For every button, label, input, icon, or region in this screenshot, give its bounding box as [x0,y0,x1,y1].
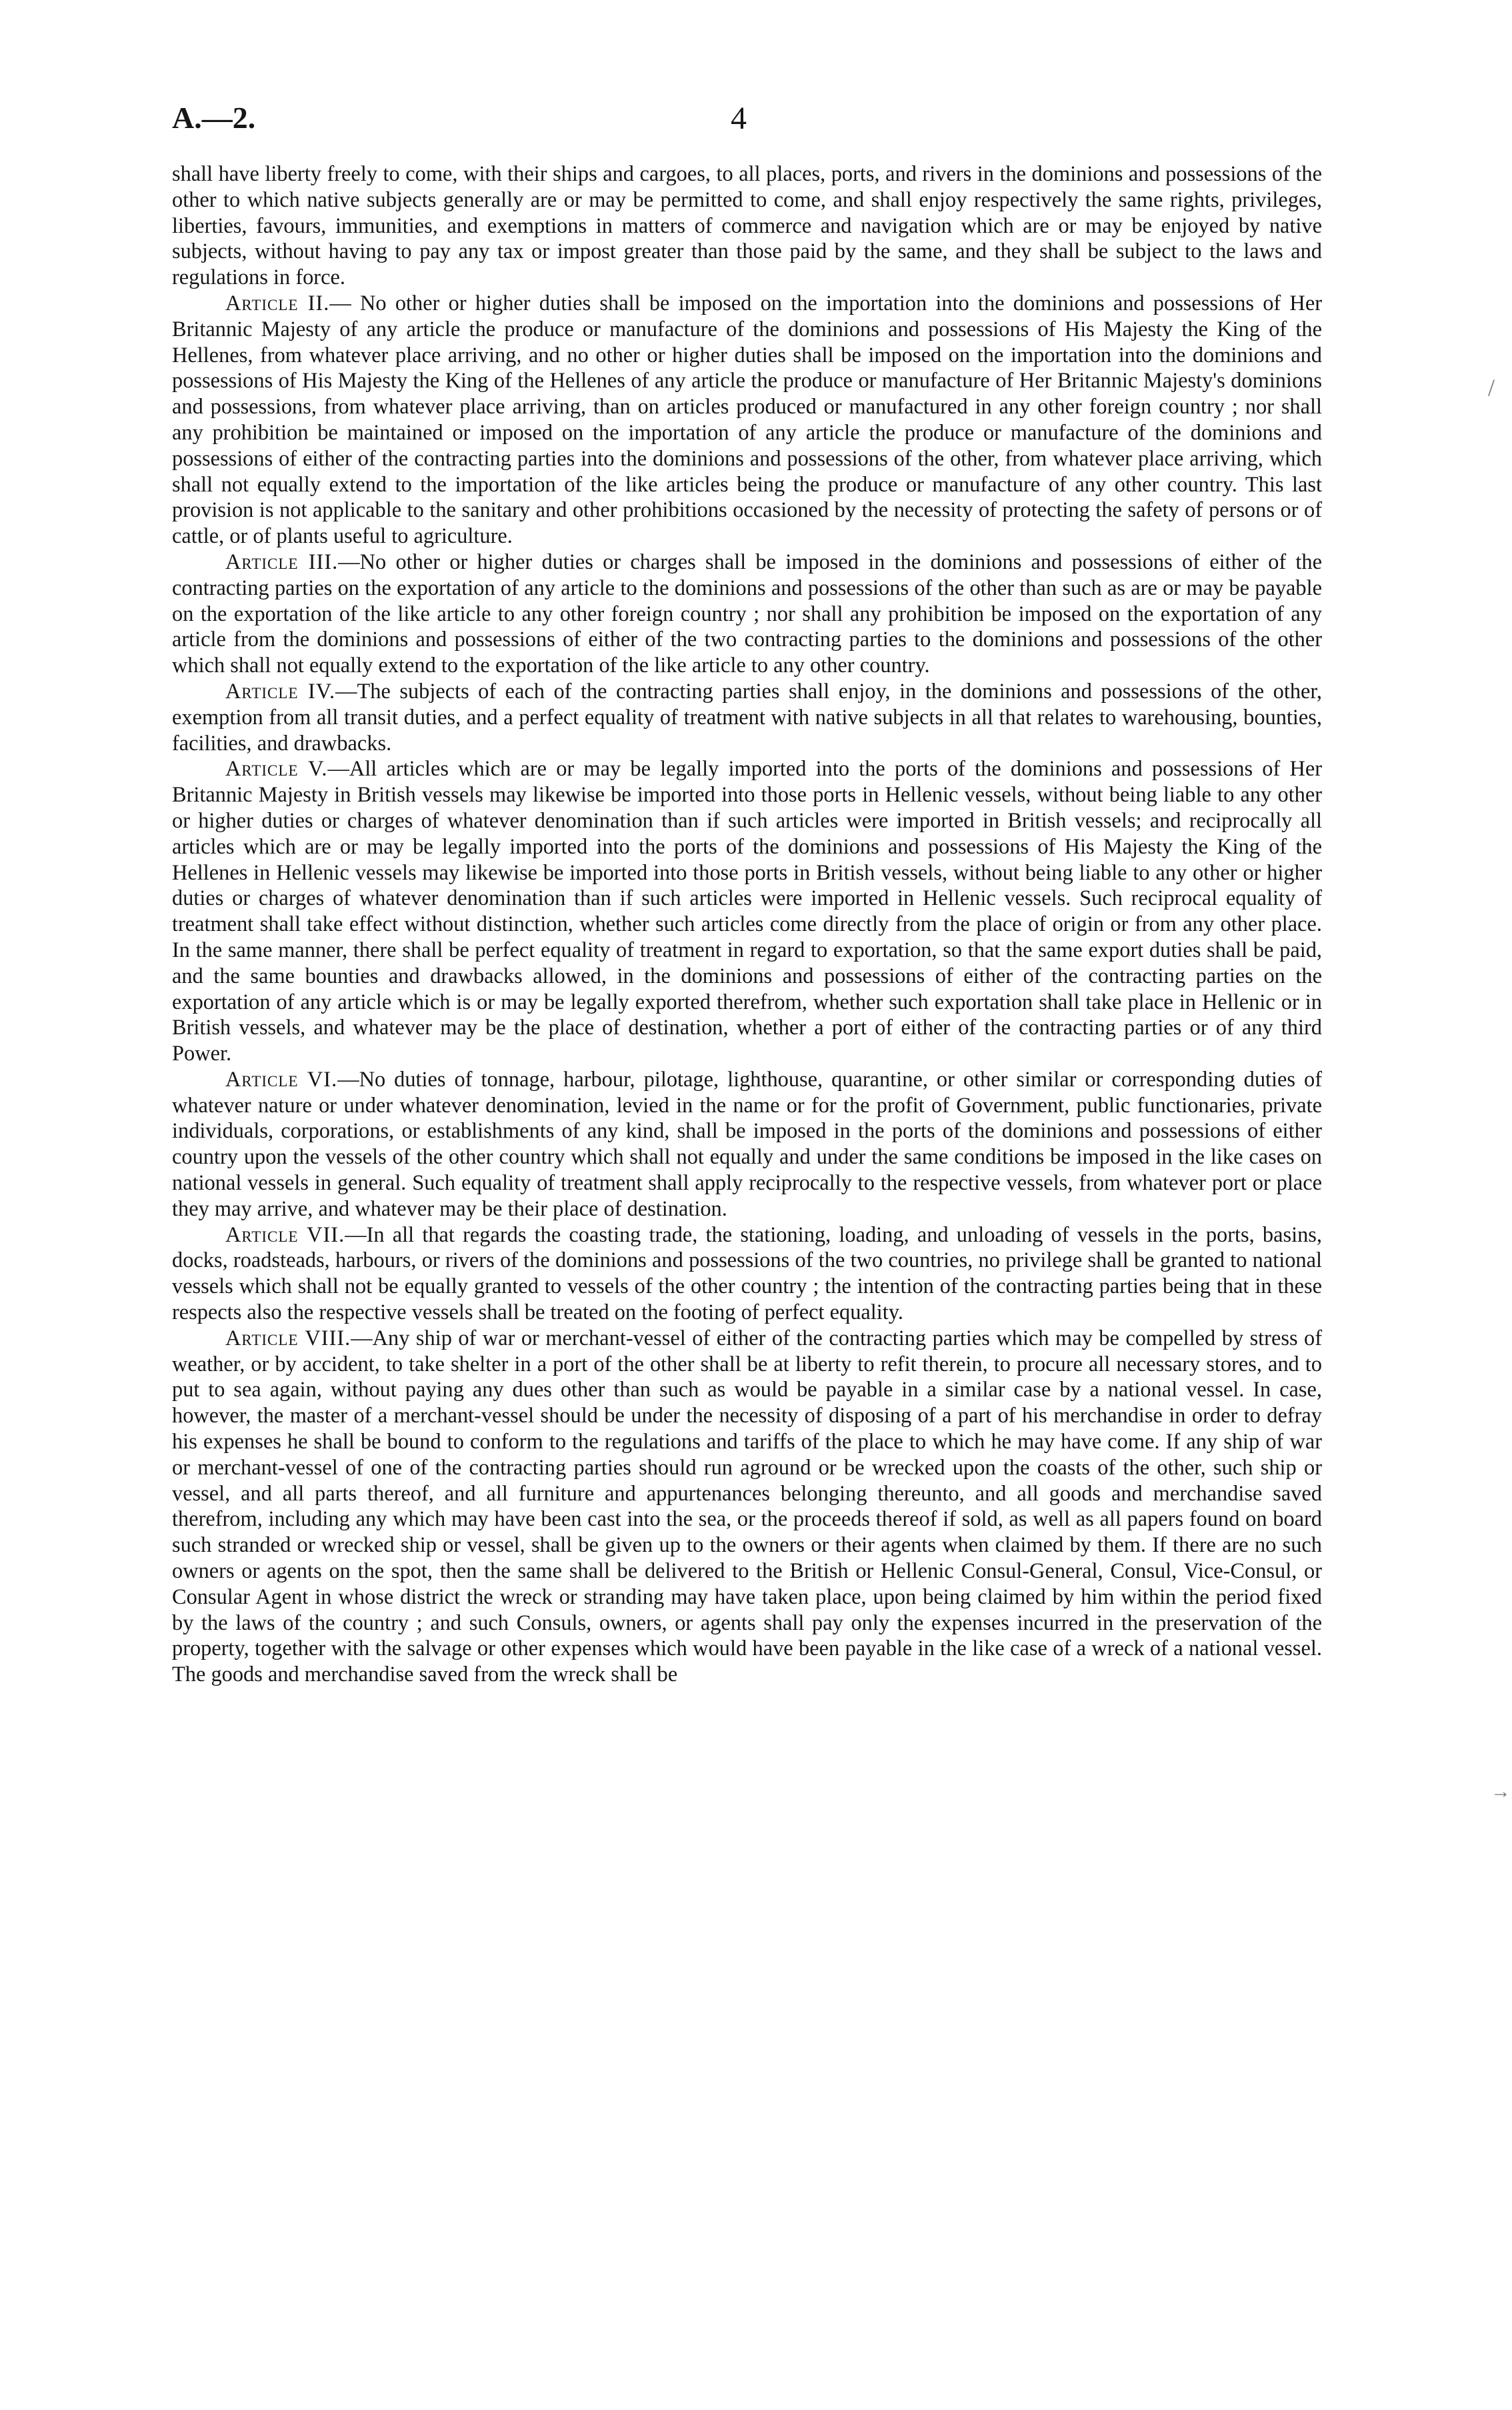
document-reference: A.—2. [172,101,256,135]
article-6 [172,1067,1322,1222]
article-label: Article VII. [225,1222,345,1247]
article-label: Article V. [225,757,328,782]
article-text: —The subjects of each of the contracting parties shall enjoy, in the dominions and possessions of the other, exemption from all transit duties, and a perfect equality of treatment with native subjects in all that relates to warehousing, bounties, facilities, and drawbacks. [172,679,1322,756]
article-label: Article III. [225,549,339,574]
article-text: —No other or higher duties or charges shall be imposed in the dominions and possessions of either of the contracting parties on the exportation of any article to the dominions and possessions of the other than such as are or may be payable on the exportation of the like article to any other foreign country ; nor shall any prohibition be imposed on the exportation of any article from the dominions and possessions of either of the two contracting parties to the dominions and possessions of the other which shall not equally extend to the exportation of the like article to any other country. [172,549,1322,678]
article-label: Article IV. [225,679,336,704]
margin-arrow-icon: → [1491,1780,1511,1802]
article-3 [172,549,1322,679]
article-2 [172,291,1322,549]
article-text: —All articles which are or may be legally imported into the ports of the dominions and possessions of Her Britannic Majesty in British vessels may likewise be imported into those ports in Hellenic vessels, without being liable to any other or higher duties or charges of whatever denomination than if such articles were imported in British vessels; and reciprocally all articles which are or may be legally imported into the ports of the dominions and possessions of His Majesty the King of the Hellenes in Hellenic vessels may likewise be imported into those ports in British vessels, without being liable to any other or higher duties or charges of whatever denomination than if such articles were imported in Hellenic vessels. Such reciprocal equality of treatment shall take effect without distinction, whether such articles come directly from the place of origin or from any other place. In the same manner, there shall be perfect equality of treatment in regard to exportation, so that the same export duties shall be paid, and the same bounties and drawbacks allowed, in the dominions and possessions of either of the contracting parties on the exportation of any article which is or may be legally exported therefrom, whether such exportation shall take place in Hellenic or in British vessels, and whatever may be the place of destination, whether a port of either of the contracting parties or of any third Power. [172,757,1322,1066]
article-label: Article VIII. [225,1326,351,1350]
article-8 [172,1326,1322,1688]
body-text [172,161,1322,1688]
paragraph-continuation [172,161,1322,291]
margin-mark-icon: / [1488,374,1495,401]
page-header [172,100,1322,147]
article-text: —No duties of tonnage, harbour, pilotage, lighthouse, quarantine, or other similar or corresponding duties of whatever nature or under whatever denomination, levied in the name or for the profit of Government, public functionaries, private individuals, corporations, or establishments of any kind, shall be imposed in the ports of the dominions and possessions of either country upon the vessels of the other country which shall not equally and under the same conditions be imposed in the like cases on national vessels in general. Such equality of treatment shall apply reciprocally to the respective vessels, from whatever port or place they may arrive, and whatever may be their place of destination. [172,1067,1322,1221]
article-text: —Any ship of war or merchant-vessel of either of the contracting parties which may be compelled by stress of weather, or by accident, to take shelter in a port of the other shall be at liberty to refit therein, to procure all necessary stores, and to put to sea again, without paying any dues other than such as would be payable in a similar case by a national vessel. In case, however, the master of a merchant-vessel should be under the necessity of disposing of a part of his merchandise in order to defray his expenses he shall be bound to conform to the regulations and tariffs of the place to which he may have come. If any ship of war or merchant-vessel of one of the contracting parties should run aground or be wrecked upon the coasts of the other, such ship or vessel, and all parts thereof, and all furniture and appurtenances belonging thereunto, and all goods and merchandise saved therefrom, including any which may have been cast into the sea, or the proceeds thereof if sold, as well as all papers found on board such stranded or wrecked ship or vessel, shall be given up to the owners or their agents when claimed by them. If there are no such owners or agents on the spot, then the same shall be delivered to the British or Hellenic Consul-General, Consul, Vice-Consul, or Consular Agent in whose district the wreck or stranding may have taken place, upon being claimed by him within the period fixed by the laws of the country ; and such Consuls, owners, or agents shall pay only the expenses incurred in the preservation of the property, together with the salvage or other expenses which would have been payable in the like case of a wreck of a national vessel. The goods and merchandise saved from the wreck shall be [172,1326,1323,1687]
article-5 [172,756,1322,1067]
article-label: Article II. [225,291,330,315]
article-text: — No other or higher duties shall be imposed on the importation into the dominions and possessions of Her Britannic Majesty of any article the produce or manufacture of the dominions and possessions of His Majesty the King of the Hellenes, from whatever place arriving, and no other or higher duties shall be imposed on the importation into the dominions and possessions of His Majesty the King of the Hellenes of any article the produce or manufacture of Her Britannic Majesty's dominions and possessions, from whatever place arriving, than on articles produced or manufactured in any other foreign country ; nor shall any prohibition be maintained or imposed on the importation of any article the produce or manufacture of the dominions and possessions of either of the contracting parties into the dominions and possessions of the other, from whatever place arriving, which shall not equally extend to the importation of the like articles being the produce or manufacture of any other country. This last provision is not applicable to the sanitary and other prohibitions occasioned by the necessity of protecting the safety of persons or of cattle, or of plants useful to agriculture. [172,291,1322,549]
article-7 [172,1222,1322,1326]
article-label: Article VI. [225,1067,338,1092]
article-4 [172,679,1322,756]
page-number: 4 [731,101,747,136]
paragraph-text: shall have liberty freely to come, with their ships and cargoes, to all places, ports, and rivers in the dominions and possessions of the other to which native subjects generally are or may be permitted to come, and shall enjoy respectively the same rights, privileges, liberties, favours, immunities, and exemptions in matters of commerce and navigation which are or may be enjoyed by native subjects, without having to pay any tax or impost greater than those paid by the same, and they shall be subject to the laws and regulations in force. [172,162,1322,290]
article-text: —In all that regards the coasting trade, the stationing, loading, and unloading of vessels in the ports, basins, docks, roadsteads, harbours, or rivers of the dominions and possessions of the two countries, no privilege shall be granted to national vessels which shall not be equally granted to vessels of the other country ; the intention of the contracting parties being that in these respects also the respective vessels shall be treated on the footing of perfect equality. [172,1222,1323,1325]
